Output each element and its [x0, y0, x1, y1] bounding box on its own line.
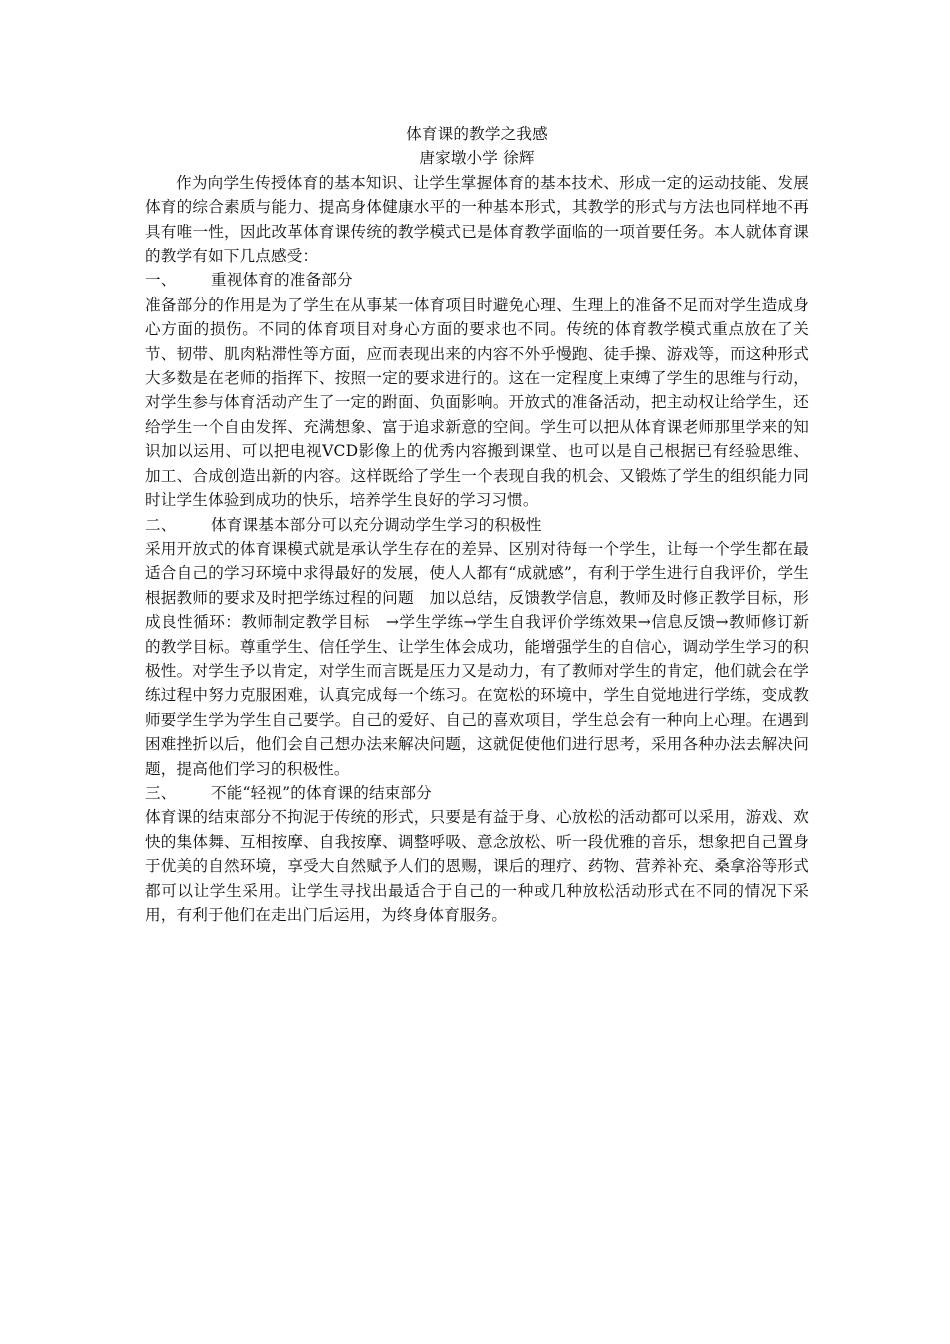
section-title-2: 体育课基本部分可以充分调动学生学习的积极性 [211, 515, 542, 534]
section-number-1: 一、 [145, 271, 177, 290]
section-heading-2 [145, 513, 809, 537]
section-number-3: 三、 [145, 783, 177, 802]
section-body-2: 采用开放式的体育课模式就是承认学生存在的差异、区别对待每一个学生，让每一个学生都在最适合自己的学习环境中求得最好的发展，使人人都有“成就感”，有利于学生进行自我评价，学生根据教师的要求及时把学练过程的问题 加以总结，反馈教学信息，教师及时修正教学目标，形成良性循环：教师制定教学目标 →学生学练→学生自我评价学练效果→信息反馈→教师修订新的教学目标。尊重学生、信任学生、让学生体会成功，能增强学生的自信心，调动学生学习的积极性。对学生予以肯定，对学生而言既是压力又是动力，有了教师对学生的肯定，他们就会在学练过程中努力克服困难，认真完成每一个练习。在宽松的环境中，学生自觉地进行学练，变成教师要学生学为学生自己要学。自己的爱好、自己的喜欢项目，学生总会有一种向上心理。在遇到困难挫折以后，他们会自己想办法来解决问题，这就促使他们进行思考，采用各种办法去解决问题，提高他们学习的积极性。 [145, 539, 809, 778]
section-heading-3 [145, 781, 809, 805]
document-page [145, 122, 809, 927]
author-line: 唐家墩小学 徐辉 [419, 149, 535, 168]
intro-paragraph: 作为向学生传授体育的基本知识、让学生掌握体育的基本技术、形成一定的运动技能、发展体育的综合素质与能力、提高身体健康水平的一种基本形式，其教学的形式与方法也同样地不再具有唯一性，因此改革体育课传统的教学模式已是体育教学面临的一项首要任务。本人就体育课的教学有如下几点感受： [145, 173, 809, 266]
document-title: 体育课的教学之我感 [406, 125, 548, 143]
section-body-3: 体育课的结束部分不拘泥于传统的形式，只要是有益于身、心放松的活动都可以采用，游戏、欢快的集体舞、互相按摩、自我按摩、调整呼吸、意念放松、听一段优雅的音乐，想象把自己置身于优美的自然环境，享受大自然赋予人们的恩赐，课后的理疗、药物、营养补充、桑拿浴等形式都可以让学生采用。让学生寻找出最适合于自己的一种或几种放松活动形式在不同的情况下采用，有利于他们在走出门后运用，为终身体育服务。 [145, 808, 809, 924]
section-body-1: 准备部分的作用是为了学生在从事某一体育项目时避免心理、生理上的准备不足而对学生造成身心方面的损伤。不同的体育项目对身心方面的要求也不同。传统的体育教学模式重点放在了关节、韧带、肌肉粘滞性等方面，应而表现出来的内容不外乎慢跑、徒手操、游戏等，而这种形式大多数是在老师的指挥下、按照一定的要求进行的。这在一定程度上束缚了学生的思维与行动，对学生参与体育活动产生了一定的跗面、负面影响。开放式的准备活动，把主动权让给学生，还给学生一个自由发挥、充满想象、富于追求新意的空间。学生可以把从体育课老师那里学来的知识加以运用、可以把电视VCD影像上的优秀内容搬到课堂、也可以是自己根据已有经验思维、加工、合成创造出新的内容。这样既给了学生一个表现自我的机会、又锻炼了学生的组织能力同时让学生体验到成功的快乐，培养学生良好的学习习惯。 [145, 295, 809, 510]
section-number-2: 二、 [145, 515, 177, 534]
section-heading-1 [145, 268, 809, 292]
section-title-3: 不能“轻视”的体育课的结束部分 [211, 783, 432, 802]
section-title-1: 重视体育的准备部分 [211, 271, 353, 290]
